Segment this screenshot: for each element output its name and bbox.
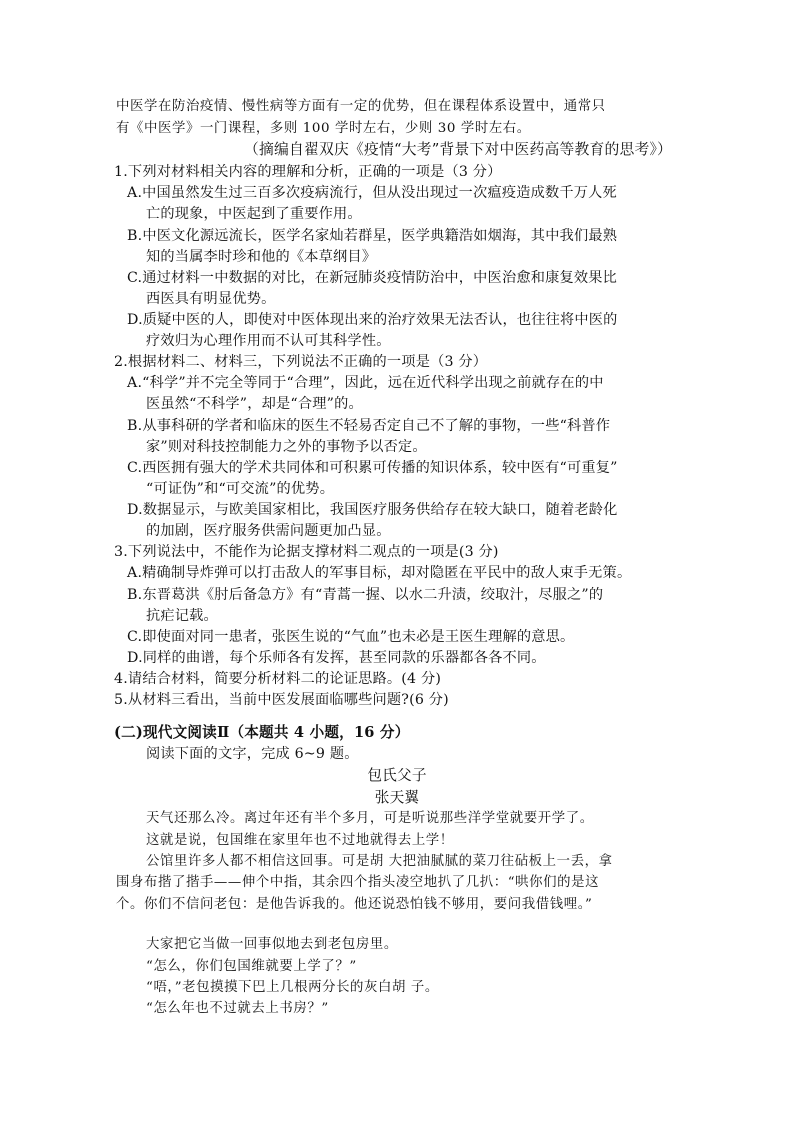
- story-dialogue: “唔，”老包摸摸下巴上几根两分长的灰白胡 子。: [146, 980, 439, 995]
- q2-option-c-cont: “可证伪”和“可交流”的优势。: [146, 481, 335, 497]
- q1-option-d-cont: 疗效归为心理作用而不认可其科学性。: [146, 333, 391, 349]
- q2-option-d-cont: 的加剧，医疗服务供需问题更加凸显。: [146, 523, 391, 539]
- q2-option-a: A.“科学”并不完全等同于“合理”，因此，远在近代科学出现之前就存在的中: [127, 375, 604, 391]
- q1-option-b: B.中医文化源远流长，医学名家灿若群星，医学典籍浩如烟海，其中我们最熟: [127, 228, 618, 244]
- story-dialogue: “怎么年也不过就去上书房？”: [146, 1001, 329, 1016]
- question-1-stem: 1.下列对材料相关内容的理解和分析，正确的一项是（3 分）: [114, 164, 502, 180]
- section-heading: (二)现代文阅读Ⅱ（本题共 4 小题，16 分）: [114, 724, 410, 741]
- q2-option-d: D.数据显示，与欧美国家相比，我国医疗服务供给存在较大缺口，随着老龄化: [127, 502, 618, 518]
- q2-option-c: C.西医拥有强大的学术共同体和可积累可传播的知识体系，较中医有“可重复”: [127, 460, 618, 476]
- q1-option-c: C.通过材料一中数据的对比，在新冠肺炎疫情防治中，中医治愈和康复效果比: [127, 270, 618, 286]
- material-text-line: 中医学在防治疫情、慢性病等方面有一定的优势，但在课程体系设置中，通常只: [116, 99, 606, 114]
- story-paragraph-cont: 个。你们不信问老包：是他告诉我的。他还说恐怕钱不够用，要问我借钱哩。”: [116, 897, 593, 912]
- q2-option-a-cont: 医虽然“不科学”，却是“合理”的。: [146, 396, 363, 412]
- story-paragraph: 天气还那么冷。离过年还有半个多月，可是听说那些洋学堂就要开学了。: [146, 811, 594, 826]
- q1-option-a-cont: 亡的现象，中医起到了重要作用。: [146, 206, 362, 222]
- material-source: （摘编自翟双庆《疫情“大考”背景下对中医药高等教育的思考》）: [244, 141, 673, 158]
- q3-option-b-cont: 抗疟记载。: [146, 608, 218, 624]
- q3-option-a: A.精确制导炸弹可以打击敌人的军事目标，却对隐匿在平民中的敌人束手无策。: [127, 565, 632, 581]
- reading-instruction: 阅读下面的文字，完成 6~9 题。: [146, 746, 359, 762]
- story-paragraph: 这就是说，包国维在家里年也不过地就得去上学！: [146, 833, 454, 848]
- q2-option-b: B.从事科研的学者和临床的医生不轻易否定自己不了解的事物，一些“科普作: [127, 418, 611, 434]
- q3-option-d: D.同样的曲谱，每个乐师各有发挥，甚至同款的乐器都各各不同。: [127, 650, 546, 666]
- story-title: 包氏父子: [367, 767, 427, 784]
- q2-option-b-cont: 家”则对科技控制能力之外的事物予以否定。: [146, 439, 427, 455]
- q3-option-c: C.即使面对同一患者，张医生说的“气血”也未必是王医生理解的意思。: [127, 629, 575, 645]
- question-5-stem: 5.从材料三看出，当前中医发展面临哪些问题?(6 分): [114, 692, 449, 708]
- story-paragraph-cont: 围身布揩了揩手——伸个中指，其余四个指头凌空地扒了几扒：“哄你们的是这: [116, 875, 600, 890]
- story-paragraph: 公馆里许多人都不相信这回事。可是胡 大把油腻腻的菜刀往砧板上一丢，拿: [146, 854, 613, 869]
- q1-option-b-cont: 知的当属李时珍和他的《本草纲目》: [146, 249, 377, 265]
- story-paragraph: 大家把它当做一回事似地去到老包房里。: [146, 937, 398, 952]
- question-3-stem: 3.下列说法中，不能作为论据支撑材料二观点的一项是(3 分): [114, 544, 499, 560]
- story-dialogue: “怎么，你们包国维就要上学了？”: [146, 959, 357, 974]
- question-4-stem: 4.请结合材料，简要分析材料二的论证思路。(4 分): [114, 671, 442, 687]
- question-2-stem: 2.根据材料二、材料三，下列说法不正确的一项是（3 分）: [114, 354, 488, 370]
- q1-option-c-cont: 西医具有明显优势。: [146, 291, 276, 307]
- material-text-line: 有《中医学》一门课程，多则 100 学时左右，少则 30 学时左右。: [116, 121, 531, 136]
- q3-option-b: B.东晋葛洪《肘后备急方》有“青蒿一握、以水二升渍，绞取汁，尽服之”的: [127, 587, 604, 603]
- q1-option-d: D.质疑中医的人，即使对中医体现出来的治疗效果无法否认，也往往将中医的: [127, 312, 618, 328]
- story-author: 张天翼: [374, 789, 420, 806]
- q1-option-a: A.中国虽然发生过三百多次疫病流行，但从没出现过一次瘟疫造成数千万人死: [127, 185, 617, 201]
